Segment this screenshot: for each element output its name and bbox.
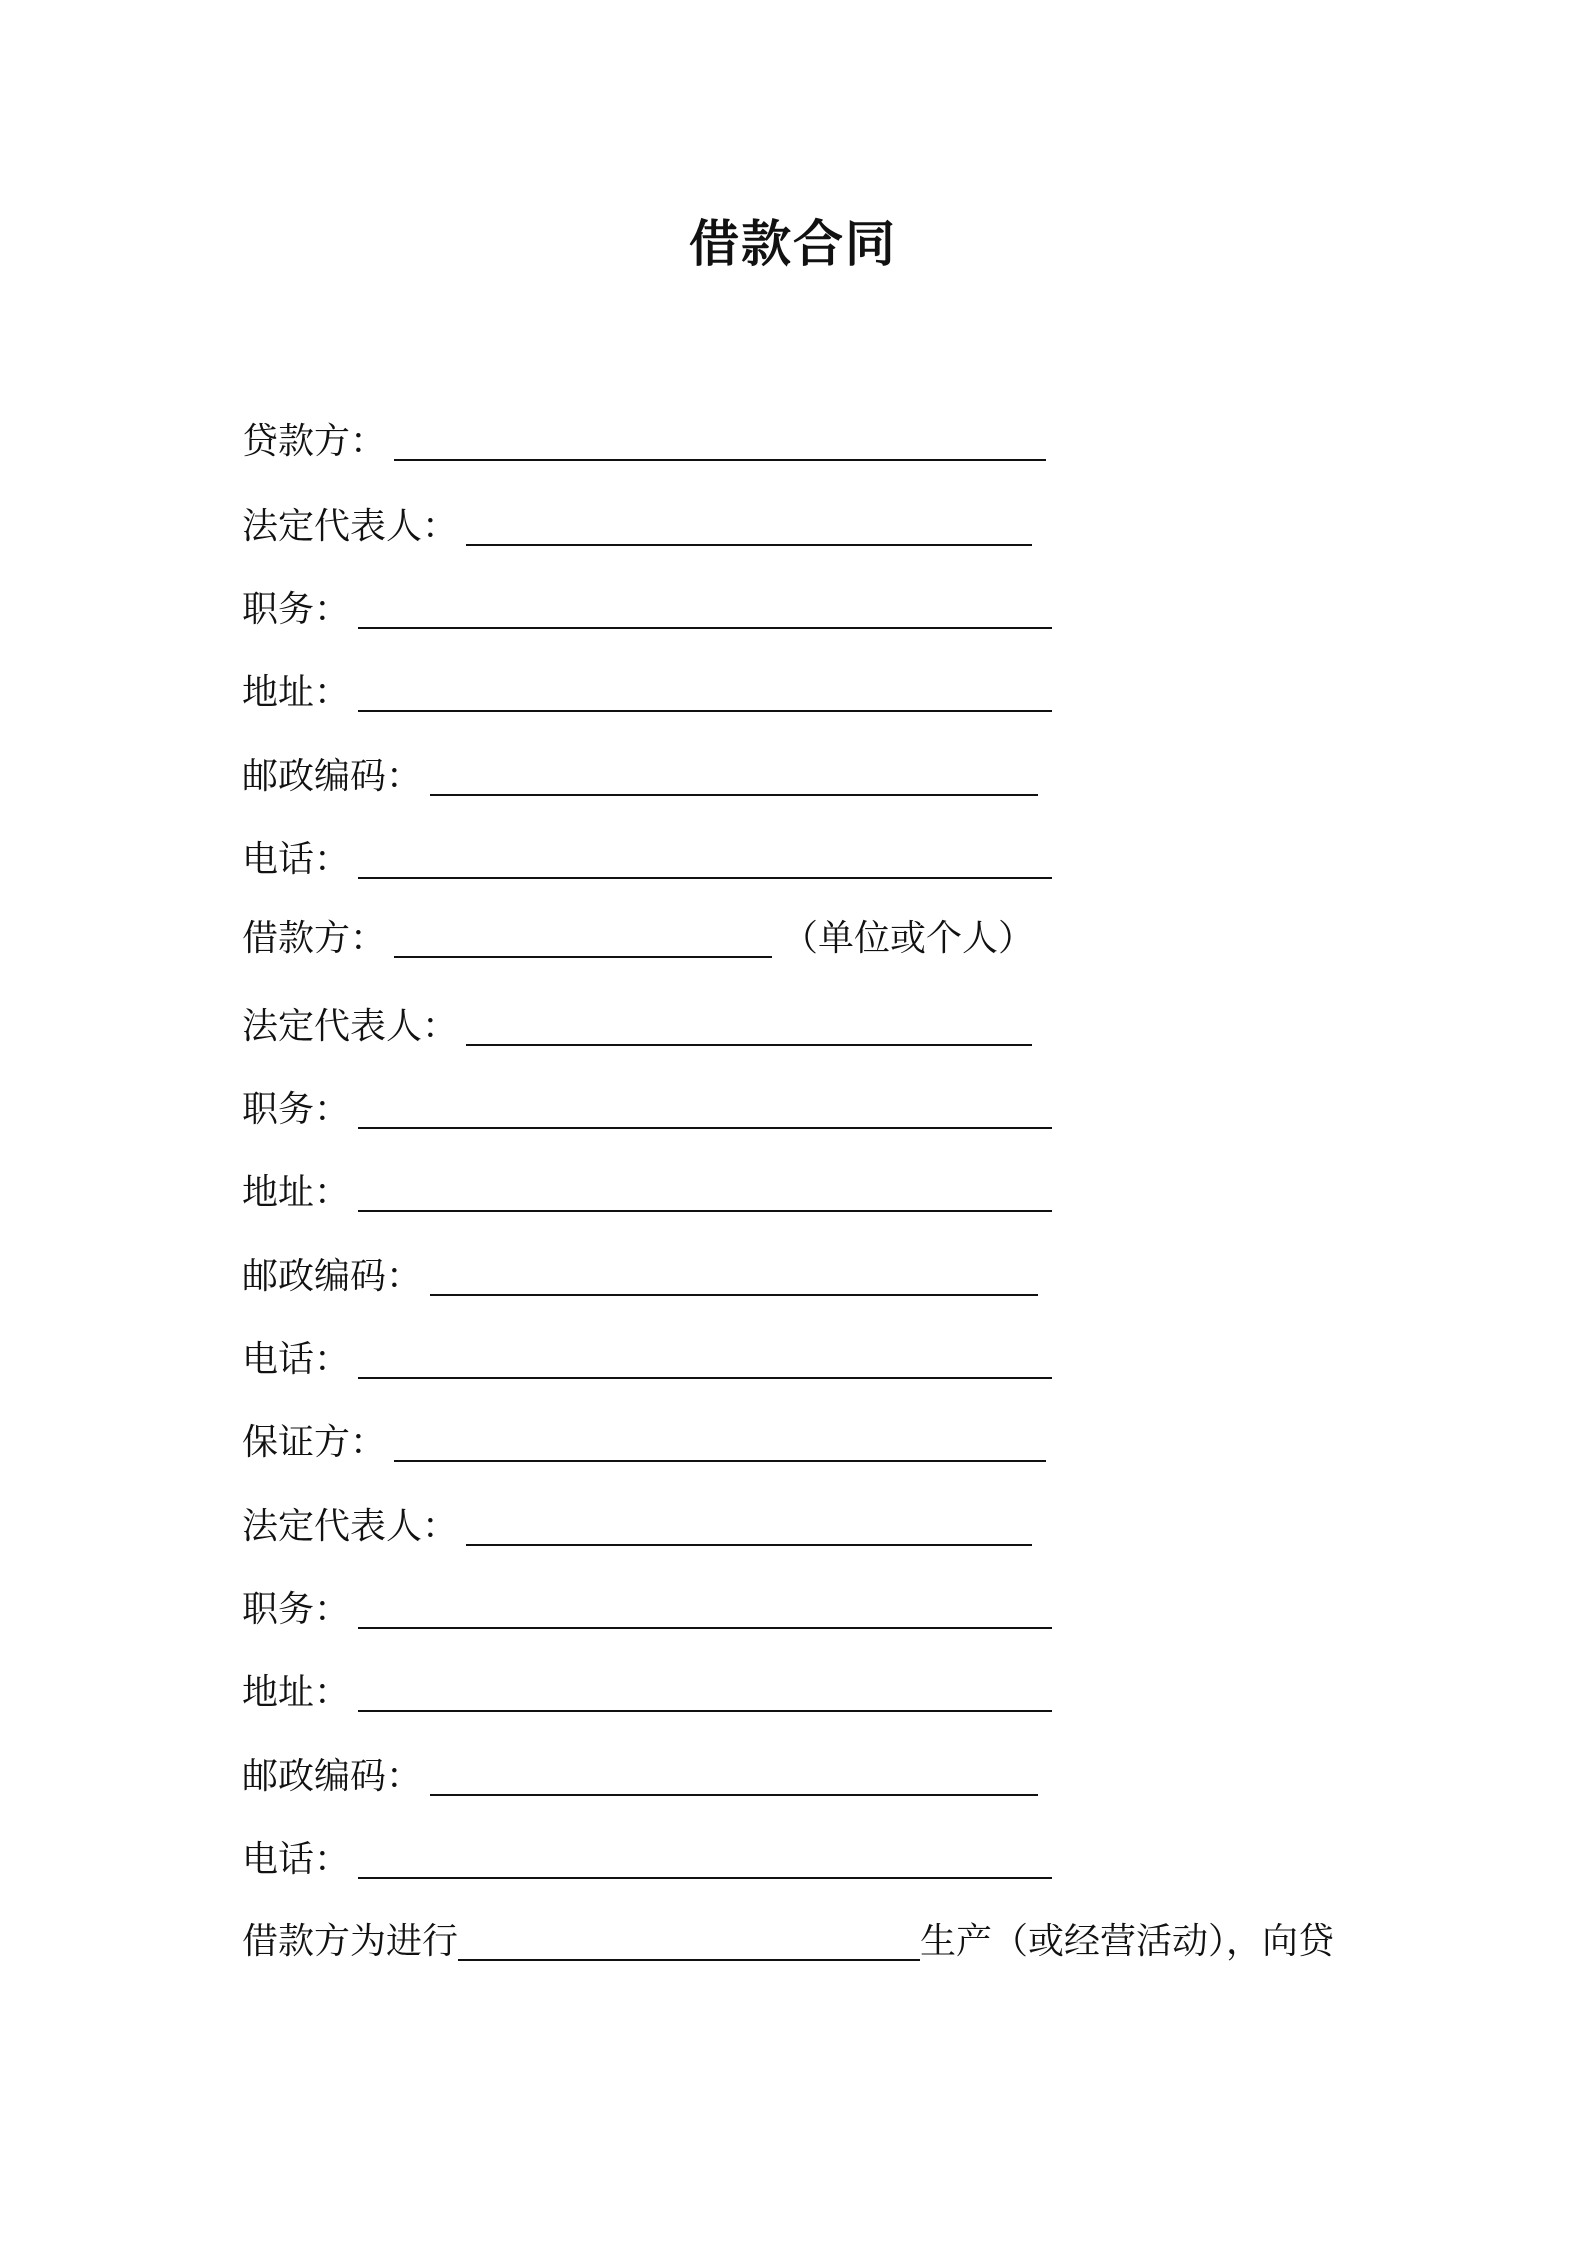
borrower-postcode-line xyxy=(242,1250,1038,1300)
borrower-rep-blank[interactable] xyxy=(466,1010,1032,1046)
borrower-phone-label: 电话： xyxy=(242,1339,351,1380)
lender-position-line xyxy=(242,583,1052,633)
lender-rep-blank[interactable] xyxy=(466,510,1032,546)
guarantor-phone-blank[interactable] xyxy=(358,1843,1052,1879)
document-title: 借款合同 xyxy=(689,215,897,273)
guarantor-position-label: 职务： xyxy=(242,1589,351,1630)
guarantor-postcode-line xyxy=(242,1750,1038,1800)
borrower-party-blank[interactable] xyxy=(394,922,772,958)
guarantor-position-blank[interactable] xyxy=(358,1593,1052,1629)
clause-line xyxy=(242,1915,1334,1965)
lender-phone-blank[interactable] xyxy=(358,843,1052,879)
guarantor-party-label: 保证方： xyxy=(242,1422,387,1463)
borrower-address-label: 地址： xyxy=(242,1172,351,1213)
borrower-postcode-blank[interactable] xyxy=(430,1260,1038,1296)
clause-prefix: 借款方为进行 xyxy=(242,1921,459,1962)
lender-address-label: 地址： xyxy=(242,672,351,713)
lender-postcode-blank[interactable] xyxy=(430,760,1038,796)
lender-party-blank[interactable] xyxy=(394,425,1046,461)
clause-suffix: 生产（或经营活动），向贷 xyxy=(920,1921,1335,1962)
guarantor-postcode-label: 邮政编码： xyxy=(242,1756,423,1797)
lender-phone-line xyxy=(242,833,1052,883)
guarantor-phone-label: 电话： xyxy=(242,1839,351,1880)
guarantor-rep-blank[interactable] xyxy=(466,1510,1032,1546)
lender-address-blank[interactable] xyxy=(358,676,1052,712)
borrower-position-blank[interactable] xyxy=(358,1093,1052,1129)
borrower-postcode-label: 邮政编码： xyxy=(242,1256,423,1297)
guarantor-address-blank[interactable] xyxy=(358,1676,1052,1712)
lender-party-line xyxy=(242,415,1046,465)
guarantor-party-line xyxy=(242,1416,1046,1466)
borrower-address-blank[interactable] xyxy=(358,1176,1052,1212)
lender-rep-label: 法定代表人： xyxy=(242,506,459,547)
guarantor-rep-label: 法定代表人： xyxy=(242,1506,459,1547)
guarantor-postcode-blank[interactable] xyxy=(430,1760,1038,1796)
borrower-party-suffix: （单位或个人） xyxy=(782,918,1035,959)
borrower-party-label: 借款方： xyxy=(242,918,387,959)
guarantor-party-blank[interactable] xyxy=(394,1426,1046,1462)
lender-position-label: 职务： xyxy=(242,589,351,630)
borrower-position-label: 职务： xyxy=(242,1089,351,1130)
borrower-party-line xyxy=(242,912,1034,962)
borrower-position-line xyxy=(242,1083,1052,1133)
lender-position-blank[interactable] xyxy=(358,593,1052,629)
borrower-phone-blank[interactable] xyxy=(358,1343,1052,1379)
clause-blank[interactable] xyxy=(458,1925,920,1961)
lender-address-line xyxy=(242,666,1052,716)
lender-rep-line xyxy=(242,500,1032,550)
guarantor-address-label: 地址： xyxy=(242,1672,351,1713)
lender-party-label: 贷款方： xyxy=(242,421,387,462)
guarantor-phone-line xyxy=(242,1833,1052,1883)
borrower-rep-line xyxy=(242,1000,1032,1050)
lender-phone-label: 电话： xyxy=(242,839,351,880)
guarantor-address-line xyxy=(242,1666,1052,1716)
borrower-address-line xyxy=(242,1166,1052,1216)
borrower-rep-label: 法定代表人： xyxy=(242,1006,459,1047)
lender-postcode-label: 邮政编码： xyxy=(242,756,423,797)
borrower-phone-line xyxy=(242,1333,1052,1383)
guarantor-position-line xyxy=(242,1583,1052,1633)
lender-postcode-line xyxy=(242,750,1038,800)
guarantor-rep-line xyxy=(242,1500,1032,1550)
